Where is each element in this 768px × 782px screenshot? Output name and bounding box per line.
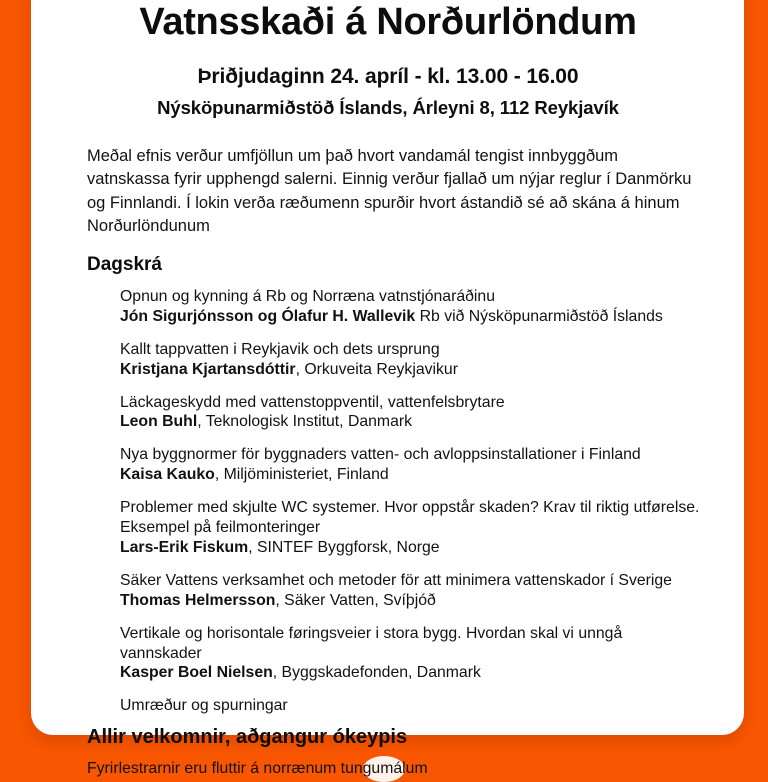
- agenda-topic: Opnun og kynning á Rb og Norræna vatnstjónaráðinu: [120, 288, 495, 306]
- agenda-item: [120, 287, 708, 327]
- closing-statement: Allir velkomnir, aðgangur ókeypis: [87, 726, 408, 749]
- agenda-speaker: [120, 591, 708, 611]
- agenda-item: [120, 393, 708, 433]
- agenda-item: [120, 571, 708, 611]
- language-footnote: Fyrirlestrarnir eru fluttir á norrænum tungumálum: [87, 760, 428, 778]
- agenda-speaker-affiliation: , Teknologisk Institut, Danmark: [197, 413, 413, 431]
- agenda-speaker: [120, 412, 708, 432]
- agenda-speaker: [120, 465, 708, 485]
- agenda-speaker-name: Thomas Helmersson: [120, 591, 276, 609]
- agenda-topic: Läckageskydd med vattenstoppventil, vattenfelsbrytare: [120, 393, 505, 411]
- agenda-topic: Kallt tappvatten i Reykjavik och dets ursprung: [120, 340, 440, 358]
- agenda-speaker-name: Lars-Erik Fiskum: [120, 538, 249, 556]
- agenda-speaker-name: Jón Sigurjónsson og Ólafur H. Wallevik: [120, 307, 416, 325]
- agenda-item: [120, 624, 708, 684]
- agenda-speaker-affiliation: , Orkuveita Reykjavikur: [295, 360, 458, 378]
- agenda-speaker: [120, 360, 708, 380]
- event-venue: Nýsköpunarmiðstöð Íslands, Árleyni 8, 112 Reykjavík: [157, 97, 619, 119]
- agenda-speaker-affiliation: , Miljöministeriet, Finland: [214, 466, 389, 484]
- agenda-speaker-affiliation: , SINTEF Byggforsk, Norge: [248, 538, 440, 556]
- agenda-topic: Nya byggnormer för byggnaders vatten- och avloppsinstallationer i Finland: [120, 446, 641, 464]
- agenda-speaker-name: Kasper Boel Nielsen: [120, 664, 273, 682]
- page-title: Vatnsskaði á Norðurlöndum: [139, 1, 637, 43]
- agenda-speaker-name: Leon Buhl: [120, 413, 198, 431]
- agenda-speaker-name: Kaisa Kauko: [120, 466, 215, 484]
- agenda-topic: Vertikale og horisontale føringsveier i stora bygg. Hvordan skal vi unngå vannskader: [120, 624, 623, 662]
- poster-card-content: [31, 0, 744, 778]
- agenda-heading: Dagskrá: [87, 254, 162, 276]
- agenda-speaker: [120, 663, 708, 683]
- agenda-list: [58, 276, 718, 716]
- event-date-time: Þriðjudaginn 24. apríl - kl. 13.00 - 16.00: [197, 65, 579, 89]
- intro-paragraph: Meðal efnis verður umfjöllun um það hvort vandamál tengist innbyggðum vatnskassa fyrir upphengd salerni. Einnig verður fjallað um nýjar reglur í Danmörku og Finnlandi. Í lokin verða ræðumenn spurðir hvort ástandið sé að skána á hinum Norðurlöndunum: [87, 147, 692, 235]
- agenda-speaker-affiliation: Rb við Nýsköpunarmiðstöð Íslands: [415, 307, 663, 325]
- agenda-item: [120, 445, 708, 485]
- agenda-speaker-affiliation: , Byggskadefonden, Danmark: [272, 664, 481, 682]
- agenda-topic: Umræður og spurningar: [120, 697, 288, 715]
- agenda-speaker-affiliation: , Säker Vatten, Svíþjóð: [275, 591, 436, 609]
- agenda-speaker-name: Kristjana Kjartansdóttir: [120, 360, 296, 378]
- agenda-topic: Säker Vattens verksamhet och metoder för att minimera vattenskador í Sverige: [120, 571, 672, 589]
- agenda-item: [120, 696, 708, 716]
- agenda-item: [120, 498, 708, 558]
- agenda-item: [120, 340, 708, 380]
- agenda-topic: Problemer med skjulte WC systemer. Hvor oppstår skaden? Krav til riktig utførelse. Eksempel på feilmonteringer: [120, 499, 700, 537]
- agenda-speaker: [120, 538, 708, 558]
- poster-card: [31, 0, 744, 778]
- agenda-speaker: [120, 307, 708, 327]
